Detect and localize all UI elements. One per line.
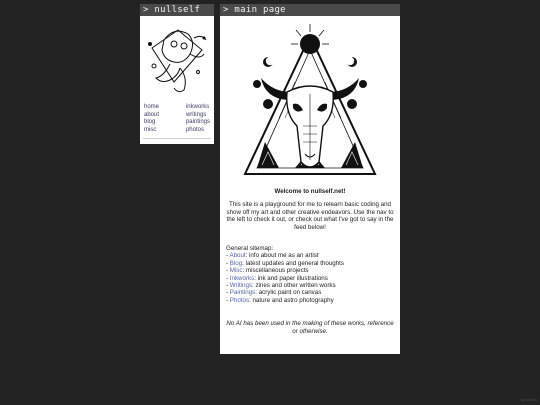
intro-text: This site is a playground for me to relearn basic coding and show off my art and other creative endeavors. Use the nav to the left to check it out, or check out what I've got to say in the feed below! — [226, 201, 394, 231]
sidebar-header: > nullself — [140, 4, 214, 16]
sidebar-divider — [143, 138, 211, 139]
nav-column-left — [144, 104, 159, 134]
sitemap-desc: : info about me as an artist — [245, 252, 319, 260]
nav-column-right — [186, 104, 210, 134]
sitemap-link-photos[interactable]: Photos — [229, 296, 250, 304]
nav-link-paintings[interactable]: paintings — [185, 119, 210, 125]
skull-art-icon — [144, 20, 210, 100]
sitemap-link-writings[interactable]: Writings — [229, 282, 253, 290]
main-content — [220, 188, 400, 335]
nav-link-writings[interactable]: writings — [185, 111, 207, 118]
nav-link-blog[interactable]: blog — [144, 119, 156, 125]
sitemap-item-writings: - Writings: zines and other written works — [226, 282, 336, 290]
nav-link-about[interactable]: about — [144, 111, 160, 118]
sitemap-link-about[interactable]: About — [229, 252, 246, 260]
sitemap-desc: : ink and paper illustrations — [254, 274, 328, 282]
sitemap-item-inkworks: - Inkworks: ink and paper illustrations — [226, 274, 328, 282]
sitemap-desc: : latest updates and general thoughts — [242, 259, 344, 267]
nav-link-inkworks[interactable]: inkworks — [185, 104, 210, 110]
sitemap-desc: : zines and other written works — [252, 282, 336, 290]
sitemap-link-inkworks[interactable]: Inkworks — [229, 274, 255, 282]
main-header: > main page — [220, 4, 400, 16]
sitemap-item-blog: - Blog: latest updates and general thoughts — [226, 259, 344, 267]
sitemap-link-blog[interactable]: Blog — [229, 259, 243, 267]
welcome-heading: Welcome to nullself.net! — [274, 188, 346, 195]
nav-link-misc[interactable]: misc — [144, 126, 157, 133]
sitemap-title: General sitemap: — [226, 245, 274, 253]
no-ai-note: No AI has been used in the making of these works, reference or otherwise. — [226, 320, 394, 335]
sitemap-desc: : nature and astro photography — [249, 296, 334, 304]
sitemap-item-about: - About: info about me as an artist — [226, 252, 319, 260]
sitemap — [226, 245, 394, 304]
sidebar-panel — [140, 4, 214, 144]
main-panel — [220, 4, 400, 354]
nav-link-photos[interactable]: photos — [185, 126, 204, 133]
sitemap-link-misc[interactable]: Misc — [229, 267, 243, 275]
sitemap-desc: : miscellaneous projects — [242, 267, 309, 275]
sidebar-nav — [144, 104, 210, 134]
corner-badge[interactable]: Neocities — [520, 397, 537, 402]
nav-link-home[interactable]: home — [144, 104, 160, 110]
sitemap-link-paintings[interactable]: Paintings — [229, 289, 256, 297]
sitemap-desc: : acrylic paint on canvas — [255, 289, 322, 297]
sitemap-item-misc: - Misc: miscellaneous projects — [226, 267, 309, 275]
bull-skull-artwork-icon — [235, 22, 385, 182]
sitemap-item-photos: - Photos: nature and astro photography — [226, 296, 334, 304]
sitemap-item-paintings: - Paintings: acrylic paint on canvas — [226, 289, 322, 297]
